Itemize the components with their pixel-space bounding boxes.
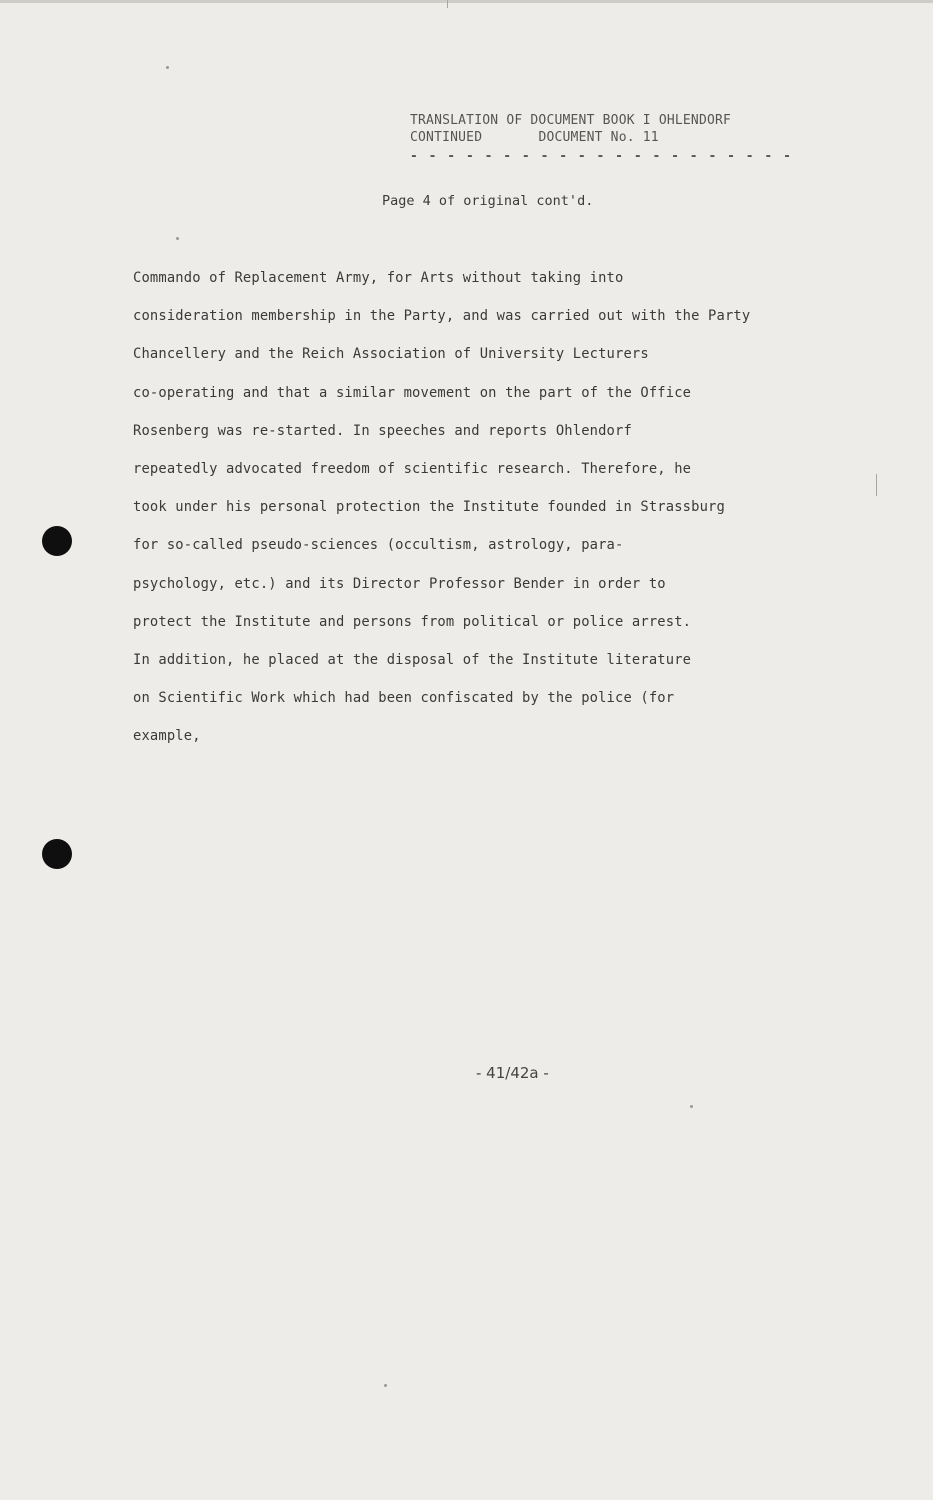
- margin-mark: [447, 0, 448, 8]
- body-line: Commando of Replacement Army, for Arts without taking into: [133, 270, 624, 286]
- margin-mark: [876, 474, 877, 496]
- body-line: took under his personal protection the Institute founded in Strassburg: [133, 499, 725, 516]
- header-continued: CONTINUED: [410, 130, 483, 145]
- paper-speck: [166, 66, 169, 69]
- header-title-line: TRANSLATION OF DOCUMENT BOOK I OHLENDORF: [410, 113, 732, 128]
- punch-hole-lower: [42, 839, 72, 869]
- document-header: [410, 112, 830, 165]
- page-top-edge: [0, 0, 933, 3]
- body-line: for so-called pseudo-sciences (occultism, astrology, para-: [133, 537, 624, 554]
- body-line: example,: [133, 728, 201, 745]
- body-line: protect the Institute and persons from political or police arrest.: [133, 613, 692, 630]
- paper-speck: [176, 237, 179, 240]
- body-line: Rosenberg was re-started. In speeches and reports Ohlendorf: [133, 422, 632, 439]
- paper-speck: [384, 1384, 387, 1387]
- body-line: In addition, he placed at the disposal of the Institute literature: [133, 651, 692, 668]
- header-continued-line: [410, 129, 830, 146]
- body-line: consideration membership in the Party, and was carried out with the Party: [133, 308, 751, 325]
- body-line: Chancellery and the Reich Association of University Lecturers: [133, 346, 649, 363]
- header-dashed-rule: - - - - - - - - - - - - - - - - - - - - -: [410, 149, 793, 164]
- body-text: [133, 268, 853, 764]
- page-continuation-note: Page 4 of original cont'd.: [382, 193, 594, 209]
- body-line: co-operating and that a similar movement on the part of the Office: [133, 384, 692, 401]
- header-document-number: DOCUMENT No. 11: [538, 130, 659, 145]
- paper-speck: [690, 1105, 693, 1108]
- body-line: on Scientific Work which had been confiscated by the police (for: [133, 690, 675, 707]
- punch-hole-upper: [42, 526, 72, 556]
- page-number: - 41/42a -: [476, 1064, 549, 1082]
- body-line: psychology, etc.) and its Director Professor Bender in order to: [133, 575, 666, 592]
- body-line: repeatedly advocated freedom of scientific research. Therefore, he: [133, 460, 692, 477]
